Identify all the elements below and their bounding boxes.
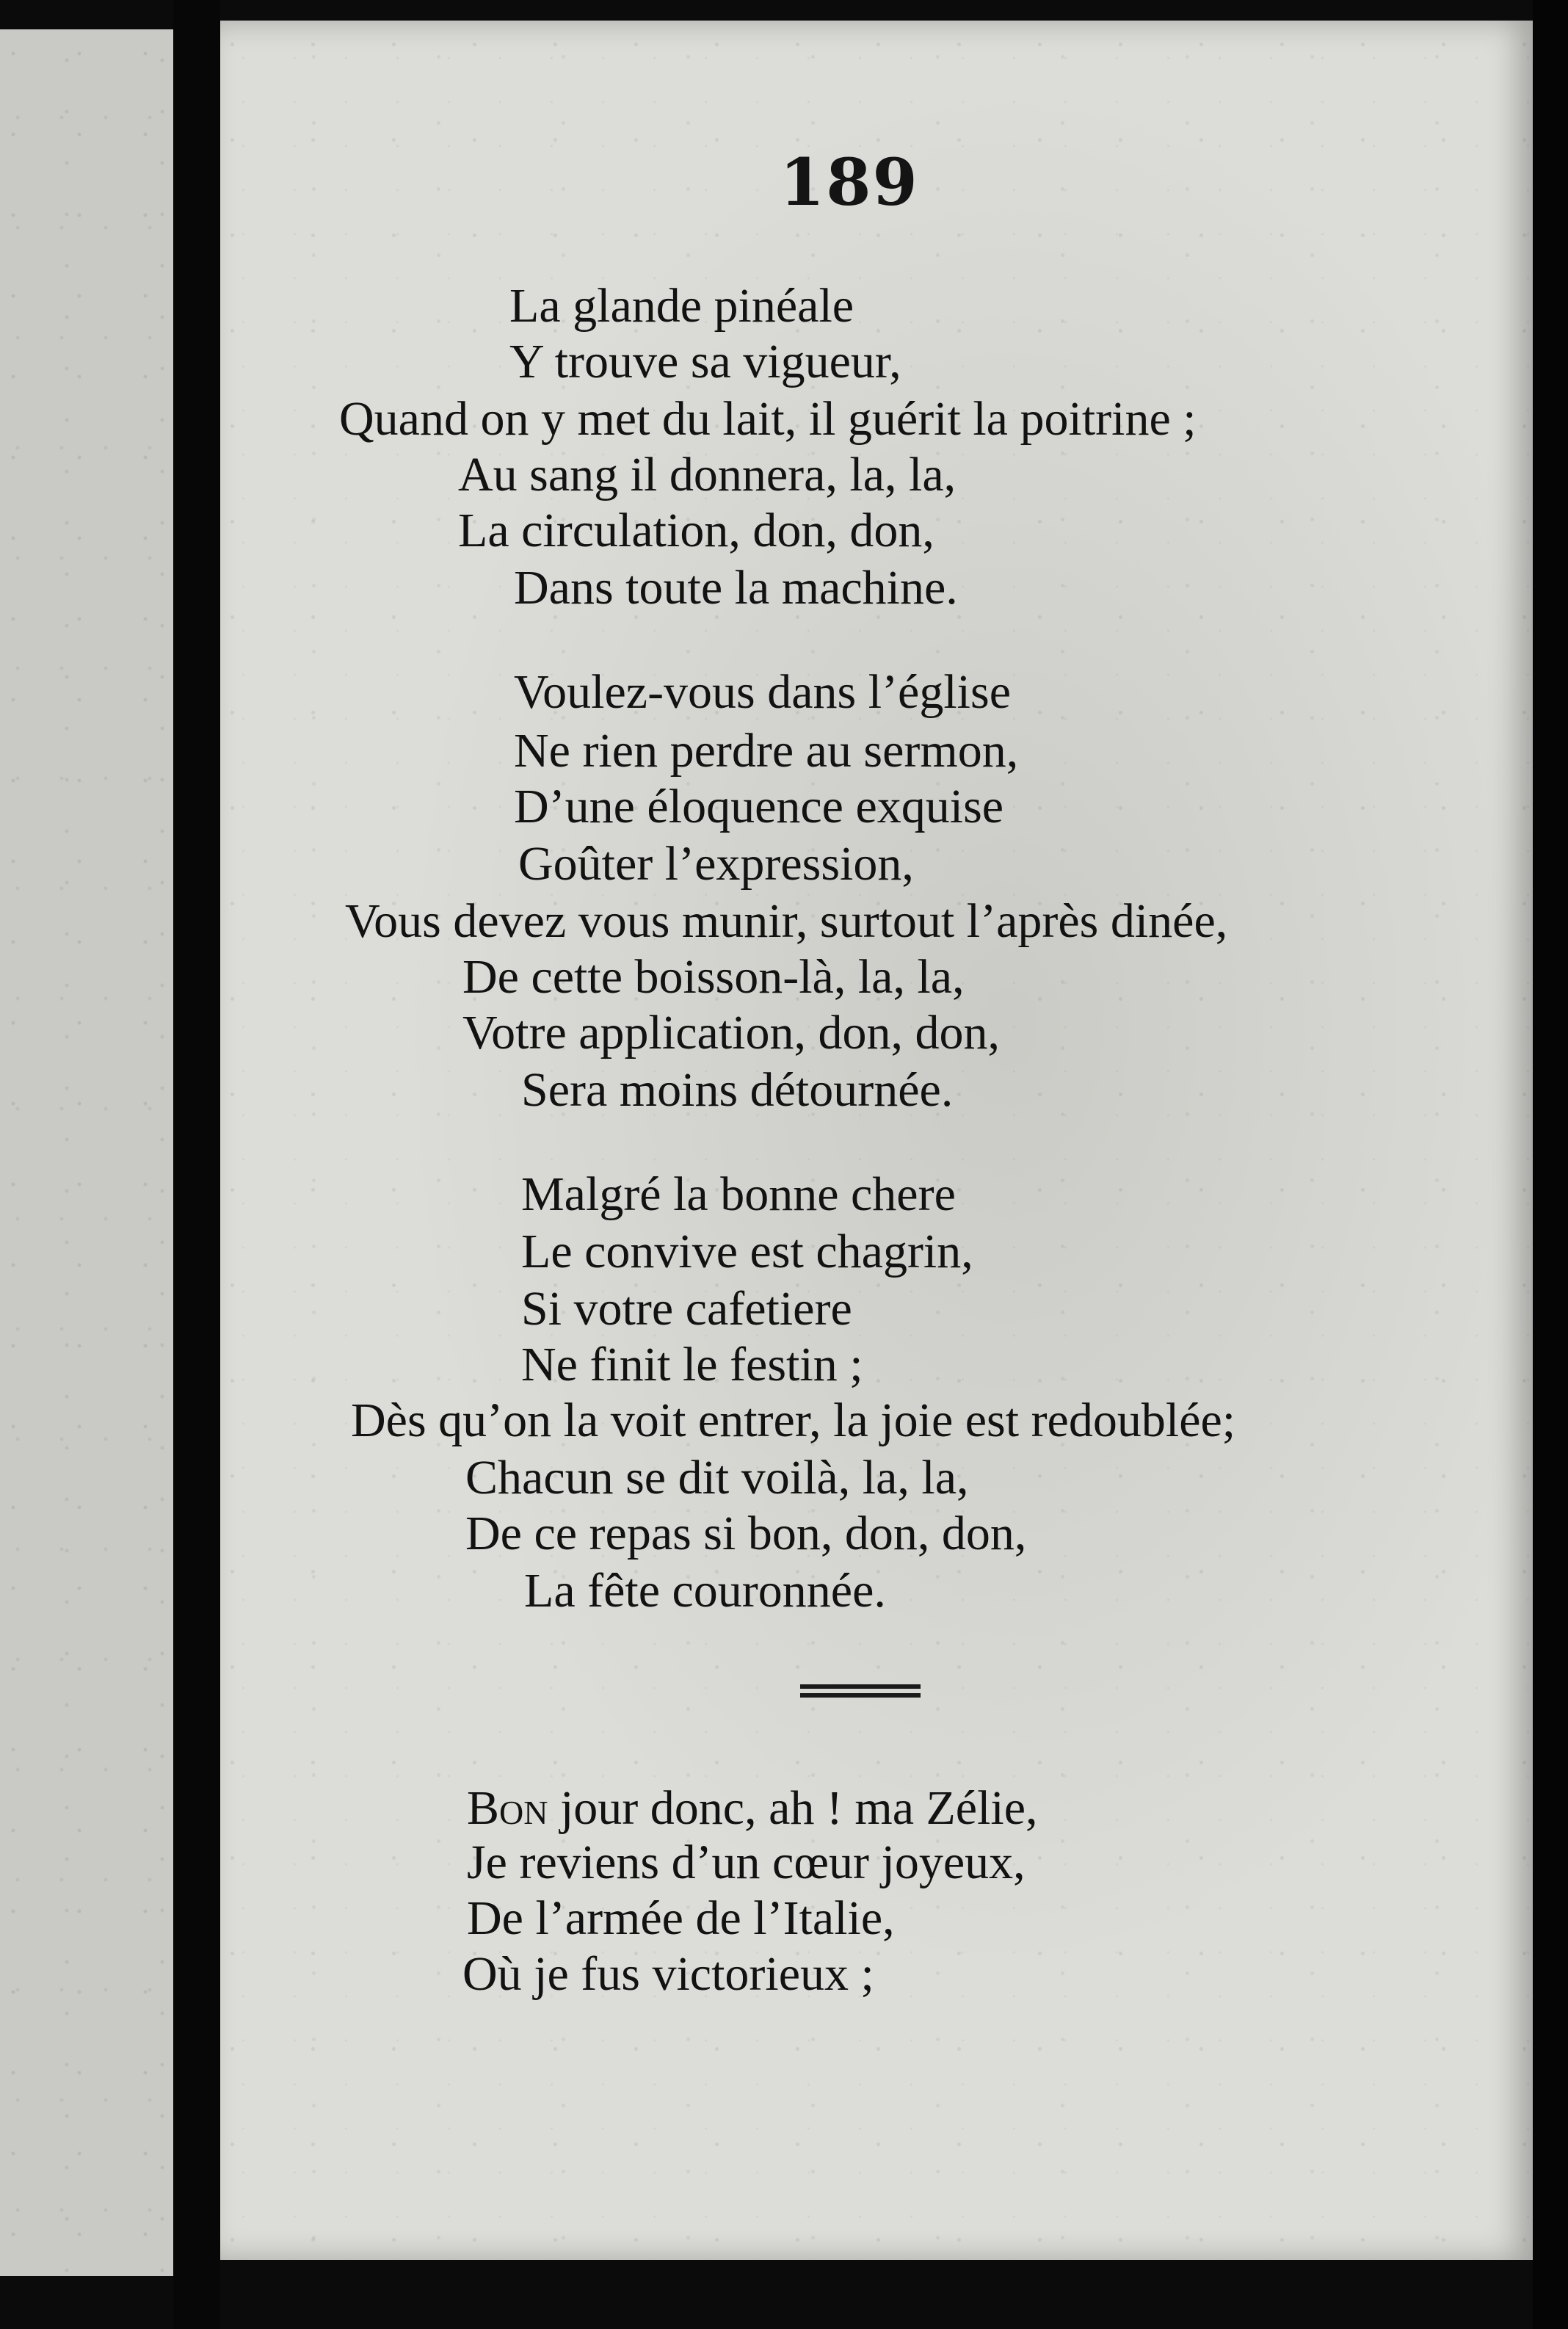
verse-line: Chacun se dit voilà, la, la, bbox=[465, 1451, 969, 1504]
verse-line: Goûter l’expression, bbox=[518, 837, 914, 891]
verse-line: Ne rien perdre au sermon, bbox=[514, 724, 1019, 778]
verse-line: Si votre cafetiere bbox=[521, 1282, 852, 1336]
verse-line: De l’armée de l’Italie, bbox=[467, 1891, 895, 1945]
verse-line: La glande pinéale bbox=[509, 279, 854, 333]
page-number: 189 bbox=[780, 144, 919, 220]
verse-line: Où je fus victorieux ; bbox=[462, 1947, 874, 2001]
verse-line: La fête couronnée. bbox=[524, 1564, 886, 1618]
verse-line: Voulez-vous dans l’église bbox=[514, 665, 1011, 719]
verse-line: D’une éloquence exquise bbox=[514, 780, 1004, 833]
verse-line: Le convive est chagrin, bbox=[521, 1225, 973, 1278]
book-gutter bbox=[173, 0, 220, 2329]
verse-line: Malgré la bonne chere bbox=[521, 1167, 956, 1221]
verse-line: Ne finit le festin ; bbox=[521, 1338, 863, 1391]
verse-line: De ce repas si bon, don, don, bbox=[465, 1507, 1027, 1560]
next-song-first-word: Bon bbox=[467, 1781, 548, 1835]
verse-line: Y trouve sa vigueur, bbox=[509, 335, 901, 388]
verse-line: Sera moins détournée. bbox=[521, 1063, 954, 1117]
left-page-edge bbox=[0, 29, 173, 2276]
verse-line: Quand on y met du lait, il guérit la poitrine ; bbox=[339, 392, 1197, 446]
verse-line: Vous devez vous munir, surtout l’après dinée, bbox=[345, 894, 1228, 948]
next-song-first-line-rest: jour donc, ah ! ma Zélie, bbox=[548, 1781, 1038, 1835]
next-song-first-line bbox=[467, 1781, 1038, 1835]
scan-right-border bbox=[1533, 0, 1568, 2329]
verse-line: Dès qu’on la voit entrer, la joie est redoublée; bbox=[351, 1394, 1236, 1447]
verse-line: La circulation, don, don, bbox=[458, 504, 934, 557]
verse-line: Je reviens d’un cœur joyeux, bbox=[467, 1836, 1026, 1889]
section-separator-rule bbox=[800, 1684, 921, 1700]
verse-line: Au sang il donnera, la, la, bbox=[458, 448, 957, 501]
verse-line: De cette boisson-là, la, la, bbox=[462, 950, 965, 1004]
verse-line: Votre application, don, don, bbox=[462, 1006, 1000, 1060]
verse-line: Dans toute la machine. bbox=[514, 561, 958, 615]
